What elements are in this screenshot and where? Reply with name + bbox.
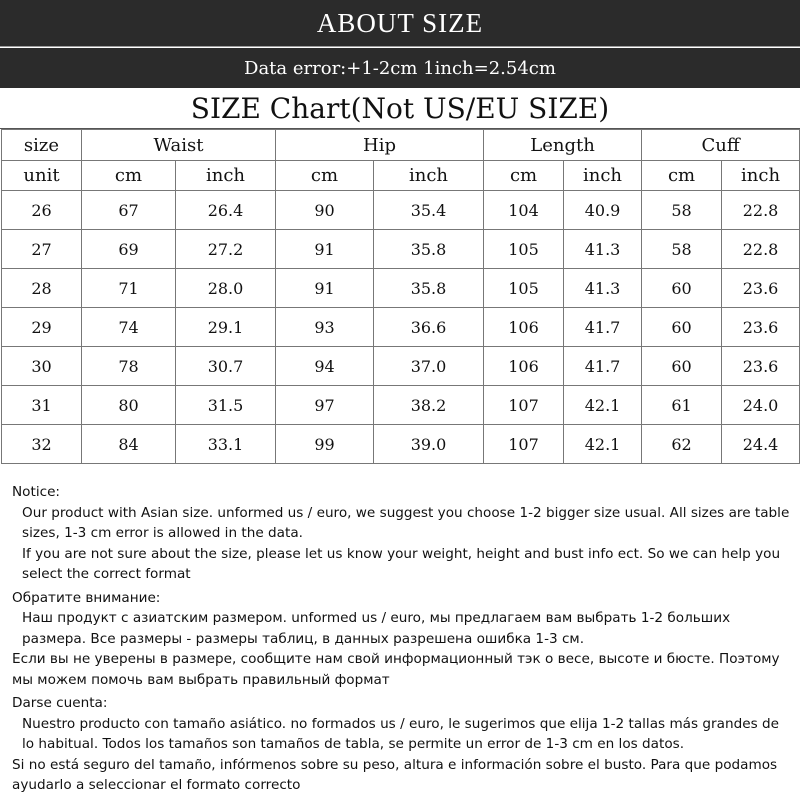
notes-paragraph: Si no está seguro del tamaño, infórmenos sobre su peso, altura e información sobre el busto. Para que podamos ayudarlo a seleccionar el formato correcto <box>12 756 778 793</box>
measurement-cell: 60 <box>642 308 722 347</box>
unit-cell: inch <box>176 161 276 191</box>
table-group-header-row <box>2 130 800 161</box>
measurement-cell: 41.3 <box>564 269 642 308</box>
table-row <box>2 191 800 230</box>
notes-section <box>12 482 792 799</box>
measurement-cell: 23.6 <box>722 269 800 308</box>
measurement-cell: 60 <box>642 269 722 308</box>
measurement-cell: 97 <box>276 386 374 425</box>
size-cell: 27 <box>2 230 82 269</box>
measurement-cell: 69 <box>82 230 176 269</box>
size-cell: 28 <box>2 269 82 308</box>
notes-english <box>12 482 792 585</box>
measurement-cell: 99 <box>276 425 374 464</box>
size-cell: 29 <box>2 308 82 347</box>
measurement-cell: 29.1 <box>176 308 276 347</box>
notes-paragraph: Our product with Asian size. unformed us / euro, we suggest you choose 1-2 bigger size usual. All sizes are table sizes, 1-3 cm error is allowed in the data. <box>22 504 790 541</box>
measurement-cell: 105 <box>484 269 564 308</box>
table-row <box>2 230 800 269</box>
notes-paragraph: Наш продукт с азиатским размером. unformed us / euro, мы предлагаем вам выбрать 1-2 больших размера. Все размеры - размеры таблиц, в данных разрешена ошибка 1-3 см. <box>22 610 731 647</box>
notes-paragraph: If you are not sure about the size, please let us know your weight, height and bust info ect. So we can help you select the correct format <box>22 545 781 582</box>
measurement-cell: 91 <box>276 269 374 308</box>
measurement-cell: 41.3 <box>564 230 642 269</box>
measurement-cell: 93 <box>276 308 374 347</box>
table-row <box>2 386 800 425</box>
data-error-banner <box>0 48 800 88</box>
measurement-cell: 106 <box>484 308 564 347</box>
size-cell: 26 <box>2 191 82 230</box>
table-row <box>2 347 800 386</box>
notes-paragraph: Если вы не уверены в размере, сообщите нам свой информационный тэк о весе, высоте и бюсте. Поэтому мы можем помочь вам выбрать правильный формат <box>12 651 780 688</box>
table-unit-row <box>2 161 800 191</box>
header-waist: Waist <box>82 130 276 161</box>
measurement-cell: 105 <box>484 230 564 269</box>
header-hip: Hip <box>276 130 484 161</box>
measurement-cell: 35.8 <box>374 230 484 269</box>
measurement-cell: 23.6 <box>722 308 800 347</box>
measurement-cell: 71 <box>82 269 176 308</box>
measurement-cell: 37.0 <box>374 347 484 386</box>
measurement-cell: 106 <box>484 347 564 386</box>
measurement-cell: 58 <box>642 230 722 269</box>
size-table <box>1 129 800 464</box>
unit-cell: cm <box>276 161 374 191</box>
measurement-cell: 94 <box>276 347 374 386</box>
measurement-cell: 41.7 <box>564 347 642 386</box>
unit-cell: cm <box>82 161 176 191</box>
measurement-cell: 90 <box>276 191 374 230</box>
measurement-cell: 30.7 <box>176 347 276 386</box>
about-size-banner <box>0 0 800 47</box>
unit-cell: cm <box>484 161 564 191</box>
unit-cell: cm <box>642 161 722 191</box>
measurement-cell: 39.0 <box>374 425 484 464</box>
table-row <box>2 308 800 347</box>
measurement-cell: 33.1 <box>176 425 276 464</box>
measurement-cell: 26.4 <box>176 191 276 230</box>
measurement-cell: 80 <box>82 386 176 425</box>
measurement-cell: 23.6 <box>722 347 800 386</box>
notes-heading-es: Darse cuenta: <box>12 695 108 711</box>
measurement-cell: 31.5 <box>176 386 276 425</box>
measurement-cell: 35.8 <box>374 269 484 308</box>
measurement-cell: 107 <box>484 425 564 464</box>
measurement-cell: 35.4 <box>374 191 484 230</box>
size-cell: 32 <box>2 425 82 464</box>
unit-cell: unit <box>2 161 82 191</box>
measurement-cell: 24.4 <box>722 425 800 464</box>
header-size: size <box>2 130 82 161</box>
measurement-cell: 91 <box>276 230 374 269</box>
measurement-cell: 40.9 <box>564 191 642 230</box>
measurement-cell: 38.2 <box>374 386 484 425</box>
notes-heading-ru: Обратите внимание: <box>12 589 161 606</box>
size-cell: 30 <box>2 347 82 386</box>
size-chart-title: SIZE Chart(Not US/EU SIZE) <box>0 89 800 129</box>
size-cell: 31 <box>2 386 82 425</box>
measurement-cell: 62 <box>642 425 722 464</box>
measurement-cell: 104 <box>484 191 564 230</box>
measurement-cell: 67 <box>82 191 176 230</box>
notes-heading-en: Notice: <box>12 484 61 500</box>
notes-russian <box>12 588 792 691</box>
measurement-cell: 28.0 <box>176 269 276 308</box>
measurement-cell: 84 <box>82 425 176 464</box>
notes-spanish <box>12 693 792 796</box>
measurement-cell: 42.1 <box>564 425 642 464</box>
measurement-cell: 42.1 <box>564 386 642 425</box>
banner-title: ABOUT SIZE <box>316 7 484 38</box>
notes-paragraph: Nuestro producto con tamaño asiático. no formados us / euro, le sugerimos que elija 1-2 tallas más grandes de lo habitual. Todos los tamaños son tamaños de tabla, se permite un error de 1-3 cm en los datos. <box>22 715 779 752</box>
banner-subtitle: Data error:+1-2cm 1inch=2.54cm <box>244 57 556 79</box>
measurement-cell: 22.8 <box>722 191 800 230</box>
unit-cell: inch <box>374 161 484 191</box>
measurement-cell: 58 <box>642 191 722 230</box>
unit-cell: inch <box>722 161 800 191</box>
measurement-cell: 24.0 <box>722 386 800 425</box>
header-length: Length <box>484 130 642 161</box>
table-row <box>2 425 800 464</box>
measurement-cell: 74 <box>82 308 176 347</box>
table-body <box>2 191 800 464</box>
measurement-cell: 78 <box>82 347 176 386</box>
measurement-cell: 60 <box>642 347 722 386</box>
measurement-cell: 22.8 <box>722 230 800 269</box>
measurement-cell: 107 <box>484 386 564 425</box>
header-cuff: Cuff <box>642 130 800 161</box>
unit-cell: inch <box>564 161 642 191</box>
measurement-cell: 41.7 <box>564 308 642 347</box>
measurement-cell: 61 <box>642 386 722 425</box>
measurement-cell: 36.6 <box>374 308 484 347</box>
measurement-cell: 27.2 <box>176 230 276 269</box>
table-row <box>2 269 800 308</box>
